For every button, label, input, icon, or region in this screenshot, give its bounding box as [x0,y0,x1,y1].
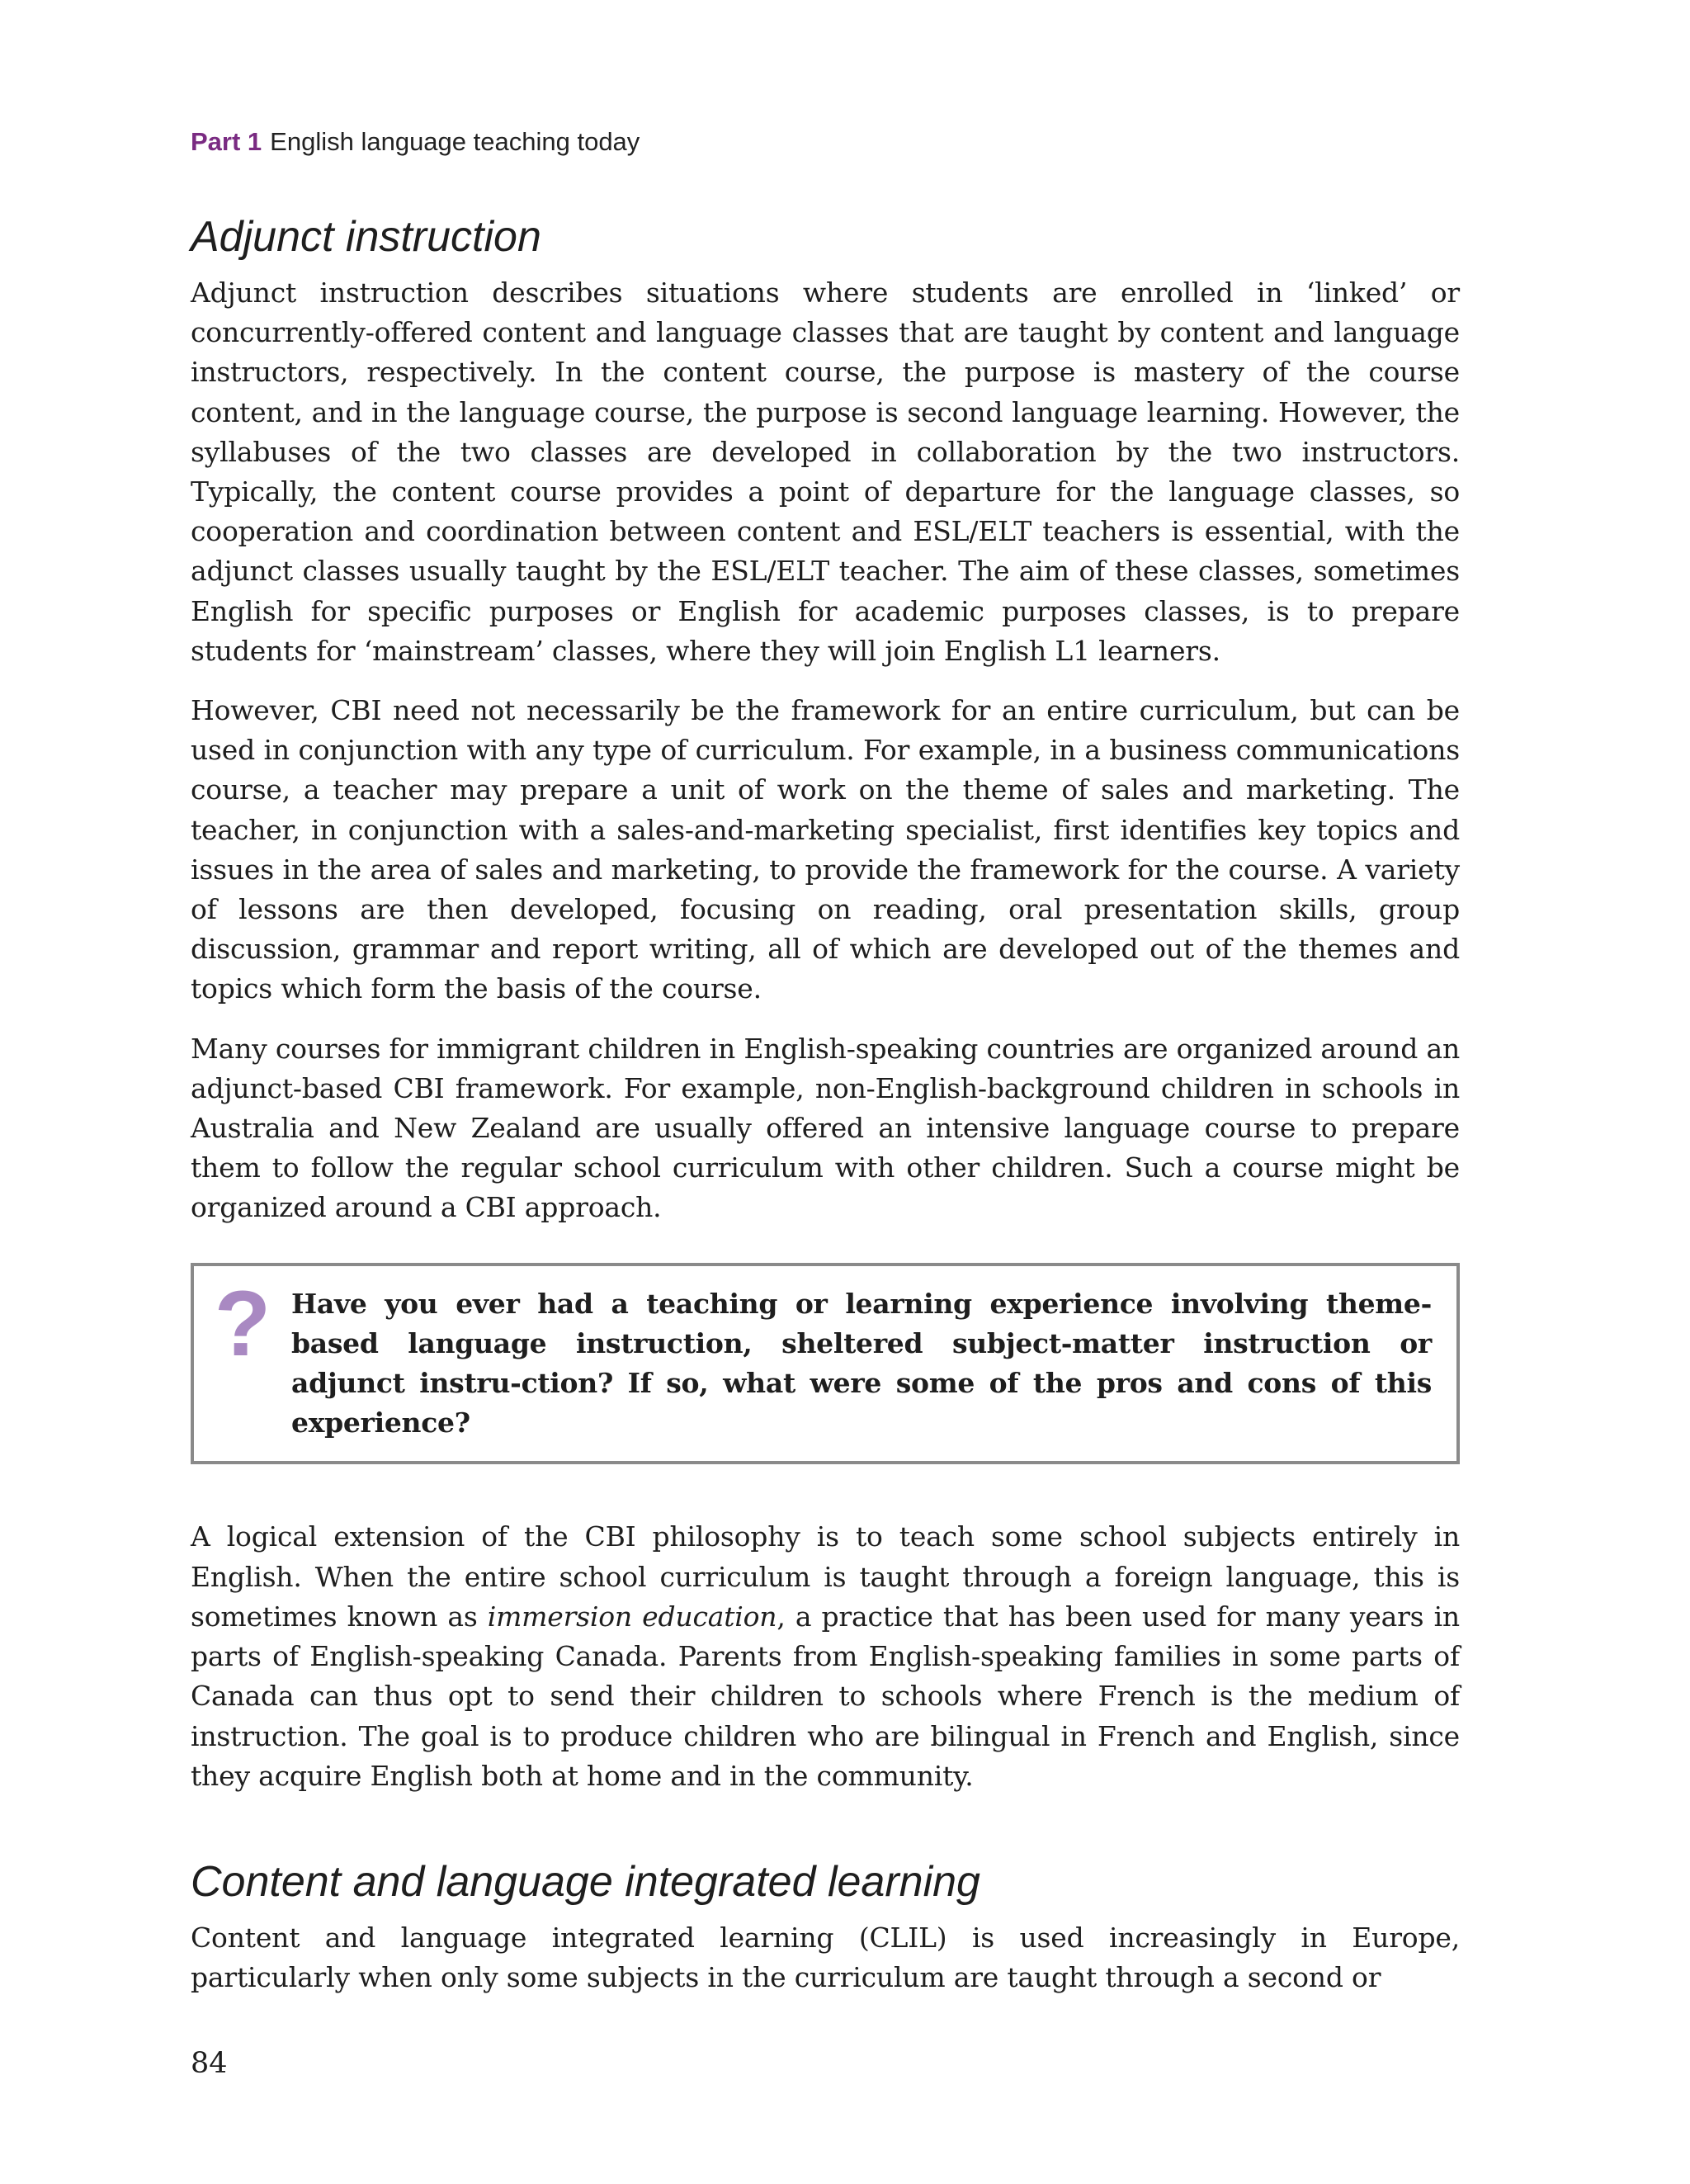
question-mark-icon: ? [214,1271,271,1375]
immersion-education-term: immersion education [487,1600,777,1633]
paragraph-clil-intro: Content and language integrated learning (CLIL) is used increasingly in Europe, particularly when only some subjects in the curriculum are taught through a second or [191,1921,1460,1994]
section-heading-adjunct-instruction: Adjunct instruction [191,213,541,261]
paragraph-immersion-education [191,1517,1460,1795]
page-content [191,210,1460,2017]
reflection-question-box [191,1263,1460,1465]
paragraph-immigrant-children: Many courses for immigrant children in English-speaking countries are organized around an adjunct-based CBI framework. For example, non-English-background children in schools in Australia and New Zealand are usually offered an intensive language course to prepare them to follow the regular school curriculum with other children. Such a course might be organized around a CBI approach. [191,1032,1460,1224]
immersion-text-after: , a practice that has been used for many years in parts of English-speaking Canada. Parents from English-speaking families in some parts of Canada can thus opt to send their children to schools where French is the medium of instruction. The goal is to produce children who are bilingual in French and English, since they acquire English both at home and in the community. [191,1600,1460,1792]
paragraph-cbi-framework: However, CBI need not necessarily be the framework for an entire curriculum, but can be used in conjunction with any type of curriculum. For example, in a business communications course, a teacher may prepare a unit of work on the theme of sales and marketing. The teacher, in conjunction with a sales-and-marketing specialist, first identifies key topics and issues in the area of sales and marketing, to provide the framework for the course. A variety of lessons are then developed, focusing on reading, oral presentation skills, group discussion, grammar and report writing, all of which are developed out of the themes and topics which form the basis of the course. [191,694,1460,1005]
immersion-text-before: A logical extension of the CBI philosophy is to teach some school subjects entirely in English. When the entire school curriculum is taught through a foreign language, this is sometimes known as [191,1520,1460,1633]
page-number: 84 [191,2047,228,2080]
running-head-part-label: Part 1 [191,127,262,156]
paragraph-adjunct-definition: Adjunct instruction describes situations where students are enrolled in ‘linked’ or concurrently-offered content and language classes that are taught by content and language instructors, respectively. In the content course, the purpose is mastery of the course content, and in the language course, the purpose is second language learning. However, the syllabuses of the two classes are developed in collaboration by the two instructors. Typically, the content course provides a point of departure for the language classes, so cooperation and coordination between content and ESL/ELT teachers is essential, with the adjunct classes usually taught by the ESL/ELT teacher. The aim of these classes, sometimes English for specific purposes or English for academic purposes classes, is to prepare students for ‘mainstream’ classes, where they will join English L1 learners. [191,277,1460,667]
running-head [191,127,640,157]
section-spacer [191,1816,1460,1855]
reflection-question-text: Have you ever had a teaching or learning experience involving theme-based language instruction, sheltered subject-matter instruction or adjunct instru-ction? If so, what were some of the pros and cons of this experience? [291,1287,1432,1439]
section-heading-clil: Content and language integrated learning [191,1857,980,1906]
running-head-title: English language teaching today [270,127,640,156]
